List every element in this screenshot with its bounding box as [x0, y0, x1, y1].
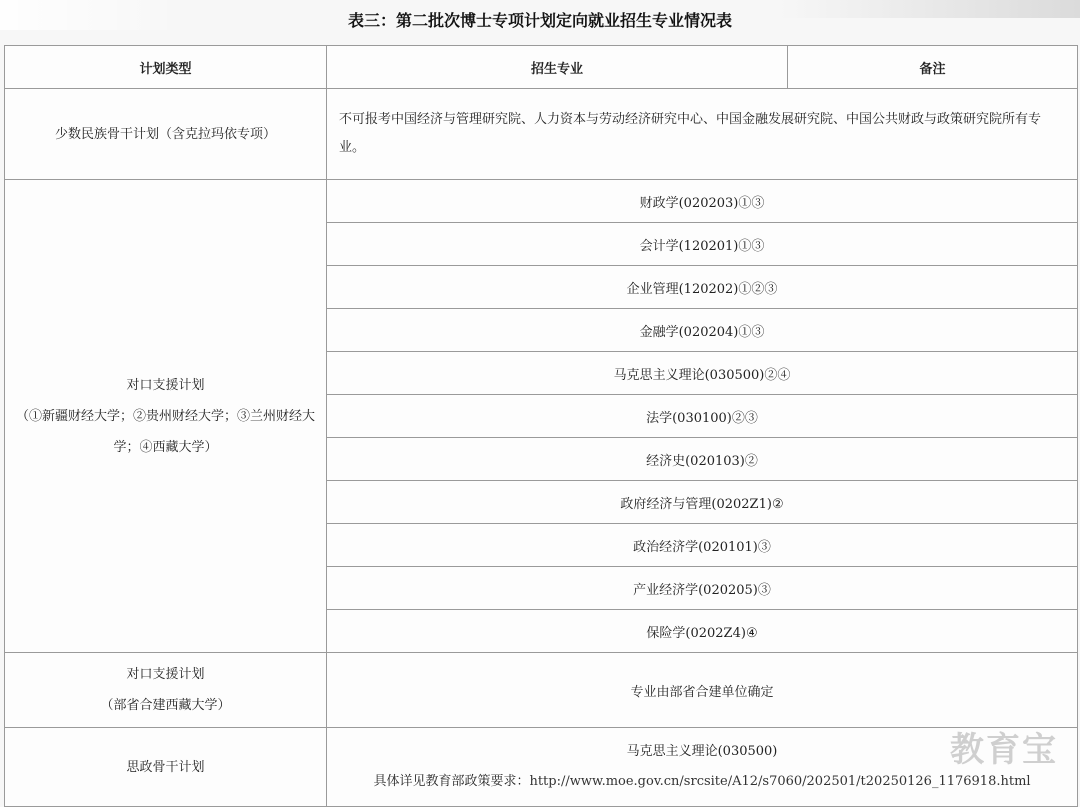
- major-cell: 会计学(120201)①③: [327, 223, 1078, 266]
- support-major-row: [5, 180, 1078, 223]
- major-cell: 马克思主义理论(030500)②④: [327, 352, 1078, 395]
- enrollment-table: [4, 45, 1078, 807]
- watermark-logo: 教育宝: [950, 730, 1058, 770]
- support-plan-title: 对口支援计划: [126, 377, 205, 393]
- major-cell: 保险学(0202Z4)④: [327, 610, 1078, 653]
- major-cell: 政府经济与管理(0202Z1)②: [327, 481, 1078, 524]
- minority-plan-cell: 少数民族骨干计划（含克拉玛依专项）: [5, 89, 327, 180]
- major-cell: 政治经济学(020101)③: [327, 524, 1078, 567]
- major-cell: 经济史(020103)②: [327, 438, 1078, 481]
- policy-label: 具体详见教育部政策要求：: [373, 774, 530, 789]
- tibet-plan-title: 对口支援计划: [126, 667, 205, 682]
- table-title: 表三：第二批次博士专项计划定向就业招生专业情况表: [347, 11, 732, 30]
- row-ideology-plan: [5, 728, 1078, 807]
- tibet-plan-school: （部省合建西藏大学）: [100, 698, 231, 713]
- ideology-major: 马克思主义理论(030500): [626, 744, 778, 759]
- header-remark: 备注: [788, 46, 1078, 89]
- header-major: 招生专业: [327, 46, 788, 89]
- header-row: [5, 46, 1078, 89]
- tibet-major-cell: 专业由部省合建单位确定: [327, 653, 1078, 728]
- major-cell: 产业经济学(020205)③: [327, 567, 1078, 610]
- major-cell: 财政学(020203)①③: [327, 180, 1078, 223]
- support-plan-schools: （①新疆财经大学；②贵州财经大学；③兰州财经大学；④西藏大学）: [15, 408, 315, 455]
- policy-line: [327, 767, 1077, 797]
- major-cell: 企业管理(120202)①②③: [327, 266, 1078, 309]
- major-cell: 金融学(020204)①③: [327, 309, 1078, 352]
- header-plan-type: 计划类型: [5, 46, 327, 89]
- row-tibet-plan: [5, 653, 1078, 728]
- support-plan-cell: [5, 180, 327, 653]
- policy-link[interactable]: http://www.moe.gov.cn/srcsite/A12/s7060/202501/t20250126_1176918.html: [529, 774, 1031, 789]
- major-cell: 法学(030100)②③: [327, 395, 1078, 438]
- tibet-plan-cell: [5, 653, 327, 728]
- minority-note-cell: 不可报考中国经济与管理研究院、人力资本与劳动经济研究中心、中国金融发展研究院、中国公共财政与政策研究院所有专业。: [327, 89, 1078, 180]
- ideology-plan-cell: 思政骨干计划: [5, 728, 327, 807]
- row-minority-plan: [5, 89, 1078, 180]
